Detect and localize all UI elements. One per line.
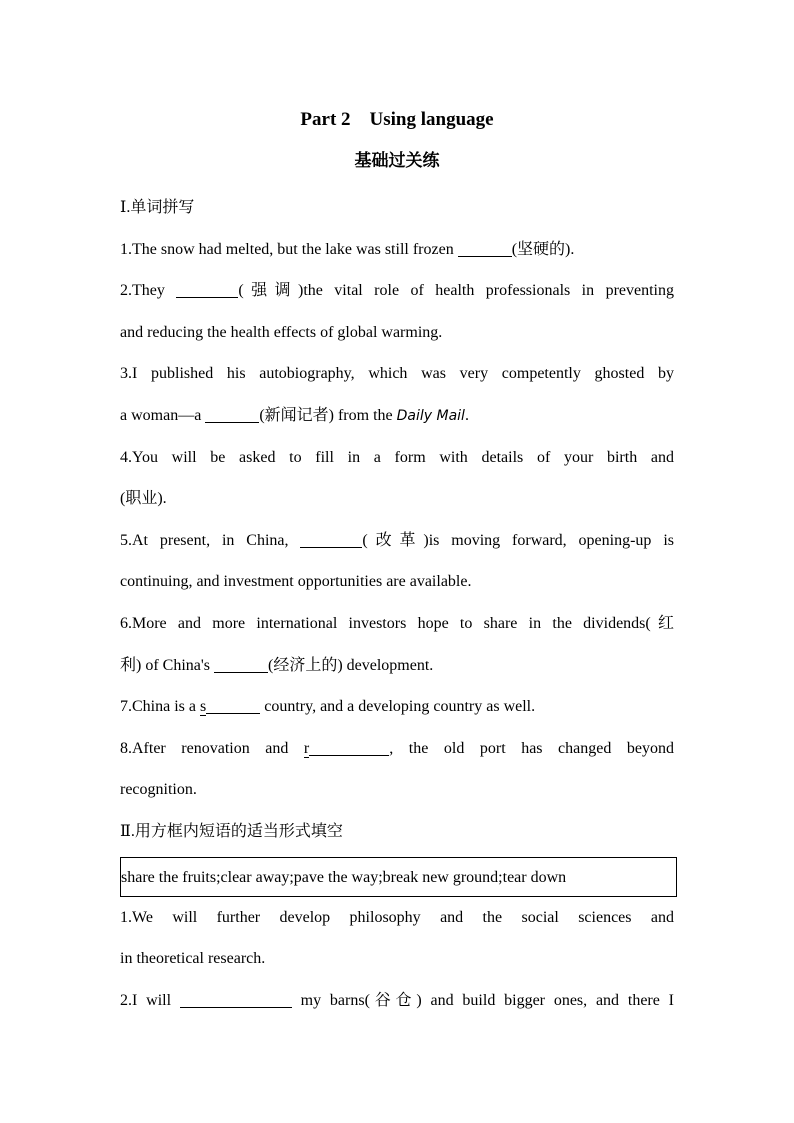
answer-blank[interactable] xyxy=(205,405,259,423)
question-2-line: 2.They (强调)the vital role of health professionals in preventing xyxy=(120,282,674,300)
question-8-line: 8.After renovation and r , the old port has changed beyond xyxy=(120,739,674,757)
section2-heading: Ⅱ.用方框内短语的适当形式填空 xyxy=(120,822,343,840)
question-3-line: 3.I published his autobiography, which was very competently ghosted by xyxy=(120,365,674,383)
question-6-cont: 利) of China's (经济上的) development. xyxy=(120,656,434,674)
question-7-line: 7.China is a s country, and a developing country as well. xyxy=(120,698,536,716)
s2-question-1-cont: in theoretical research. xyxy=(120,950,266,968)
answer-blank[interactable] xyxy=(309,738,389,756)
question-1-line: 1.The snow had melted, but the lake was still frozen (坚硬的). xyxy=(120,240,575,258)
question-4-cont: (职业). xyxy=(120,490,167,508)
question-8-cont: recognition. xyxy=(120,781,197,799)
exercise-content xyxy=(120,187,674,1021)
question-5-cont: continuing, and investment opportunities are available. xyxy=(120,573,472,591)
answer-blank[interactable] xyxy=(300,530,362,548)
question-2-cont: and reducing the health effects of global warming. xyxy=(120,323,443,341)
first-letter-hint: s xyxy=(200,698,207,716)
page-title: Part 2 Using language xyxy=(300,109,494,130)
s2-question-2-line: 2.I will my barns(谷仓) and build bigger ones, and there I xyxy=(120,991,674,1009)
question-3-cont: a woman—a (新闻记者) from the Daily Mail. xyxy=(120,406,469,424)
answer-blank[interactable] xyxy=(180,990,292,1008)
answer-blank[interactable] xyxy=(458,239,512,257)
question-6-line: 6.More and more international investors hope to share in the dividends(红 xyxy=(120,614,674,632)
question-5-line: 5.At present, in China, (改革)is moving forward, opening-up is xyxy=(120,531,674,549)
phrase-box: share the fruits;clear away;pave the way;break new ground;tear down xyxy=(120,857,677,897)
answer-blank[interactable] xyxy=(176,280,238,298)
page-subtitle: 基础过关练 xyxy=(354,151,440,170)
first-letter-hint: r xyxy=(303,739,310,757)
answer-blank[interactable] xyxy=(214,655,268,673)
s2-question-1-line: 1.We will further develop philosophy and the social sciences and xyxy=(120,908,674,926)
answer-blank[interactable] xyxy=(206,696,260,714)
question-4-line: 4.You will be asked to fill in a form with details of your birth and xyxy=(120,448,674,466)
section1-heading: Ⅰ.单词拼写 xyxy=(120,199,195,216)
